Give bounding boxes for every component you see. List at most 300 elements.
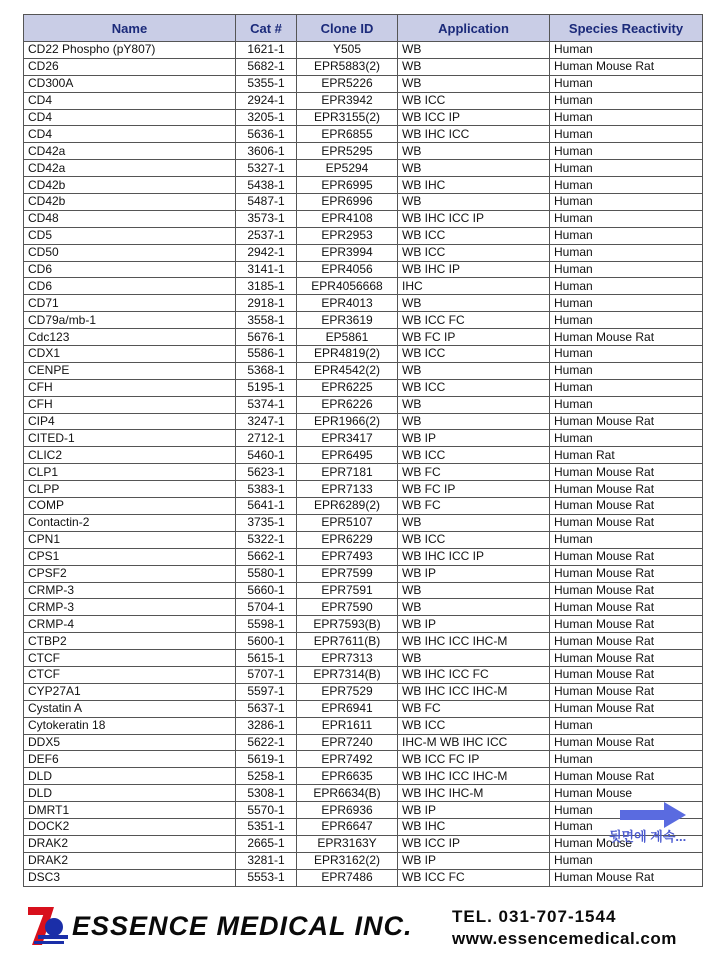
cell-app: WB IHC ICC IHC-M xyxy=(398,683,550,700)
cell-name: CD4 xyxy=(24,92,236,109)
cell-cat: 3141-1 xyxy=(236,261,297,278)
cell-app: WB IHC ICC IHC-M xyxy=(398,633,550,650)
table-row xyxy=(24,818,703,835)
header-cat: Cat # xyxy=(236,15,297,42)
cell-species: Human xyxy=(550,802,703,819)
table-row xyxy=(24,531,703,548)
cell-species: Human Mouse Rat xyxy=(550,565,703,582)
cell-cat: 5623-1 xyxy=(236,464,297,481)
cell-cat: 5553-1 xyxy=(236,869,297,886)
cell-app: WB ICC xyxy=(398,447,550,464)
table-row xyxy=(24,143,703,160)
table-row xyxy=(24,312,703,329)
table-row xyxy=(24,633,703,650)
cell-app: WB xyxy=(398,160,550,177)
cell-name: CLIC2 xyxy=(24,447,236,464)
table-row xyxy=(24,346,703,363)
cell-clone: EPR4542(2) xyxy=(297,362,398,379)
cell-clone: EPR6855 xyxy=(297,126,398,143)
table-row xyxy=(24,835,703,852)
cell-species: Human Mouse Rat xyxy=(550,700,703,717)
table-row xyxy=(24,869,703,886)
cell-cat: 5580-1 xyxy=(236,565,297,582)
table-row xyxy=(24,852,703,869)
cell-cat: 5597-1 xyxy=(236,683,297,700)
cell-app: WB IHC ICC IHC-M xyxy=(398,768,550,785)
cell-cat: 1621-1 xyxy=(236,42,297,59)
cell-name: CD79a/mb-1 xyxy=(24,312,236,329)
cell-clone: EPR7529 xyxy=(297,683,398,700)
cell-cat: 5637-1 xyxy=(236,700,297,717)
cell-name: CD48 xyxy=(24,210,236,227)
cell-app: WB xyxy=(398,194,550,211)
cell-name: CD4 xyxy=(24,126,236,143)
cell-clone: EPR6229 xyxy=(297,531,398,548)
table-row xyxy=(24,396,703,413)
table-row xyxy=(24,58,703,75)
cell-app: WB xyxy=(398,58,550,75)
cell-app: WB IHC xyxy=(398,818,550,835)
cell-name: DLD xyxy=(24,785,236,802)
cell-clone: EPR6647 xyxy=(297,818,398,835)
table-body xyxy=(24,42,703,887)
cell-cat: 5676-1 xyxy=(236,329,297,346)
cell-name: CPSF2 xyxy=(24,565,236,582)
cell-clone: EPR6225 xyxy=(297,379,398,396)
cell-clone: EPR7493 xyxy=(297,548,398,565)
cell-cat: 5327-1 xyxy=(236,160,297,177)
cell-name: CD42b xyxy=(24,194,236,211)
antibody-table xyxy=(23,14,703,887)
cell-cat: 5682-1 xyxy=(236,58,297,75)
table-row xyxy=(24,413,703,430)
table-row xyxy=(24,802,703,819)
cell-clone: Y505 xyxy=(297,42,398,59)
cell-name: DEF6 xyxy=(24,751,236,768)
table-row xyxy=(24,109,703,126)
table-row xyxy=(24,126,703,143)
cell-name: CLPP xyxy=(24,481,236,498)
cell-cat: 5351-1 xyxy=(236,818,297,835)
table-row xyxy=(24,734,703,751)
cell-cat: 3606-1 xyxy=(236,143,297,160)
telephone: TEL. 031-707-1544 xyxy=(452,907,617,926)
cell-name: CRMP-3 xyxy=(24,599,236,616)
cell-species: Human Mouse Rat xyxy=(550,58,703,75)
cell-clone: EPR6226 xyxy=(297,396,398,413)
cell-clone: EPR7240 xyxy=(297,734,398,751)
cell-clone: EPR6635 xyxy=(297,768,398,785)
table-row xyxy=(24,548,703,565)
cell-species: Human xyxy=(550,92,703,109)
cell-clone: EPR7593(B) xyxy=(297,616,398,633)
cell-app: WB xyxy=(398,582,550,599)
cell-species: Human Mouse Rat xyxy=(550,514,703,531)
cell-cat: 5322-1 xyxy=(236,531,297,548)
continued-on-back-note: 뒷면에 계속... xyxy=(609,829,687,844)
cell-clone: EPR3163Y xyxy=(297,835,398,852)
cell-clone: EPR6289(2) xyxy=(297,498,398,515)
table-row xyxy=(24,565,703,582)
cell-cat: 5586-1 xyxy=(236,346,297,363)
cell-species: Human xyxy=(550,194,703,211)
cell-app: WB FC IP xyxy=(398,481,550,498)
cell-name: DOCK2 xyxy=(24,818,236,835)
cell-cat: 3286-1 xyxy=(236,717,297,734)
table-row xyxy=(24,194,703,211)
cell-cat: 5660-1 xyxy=(236,582,297,599)
cell-species: Human Mouse Rat xyxy=(550,498,703,515)
header-application: Application xyxy=(398,15,550,42)
cell-species: Human Rat xyxy=(550,447,703,464)
cell-app: WB ICC xyxy=(398,717,550,734)
cell-species: Human Mouse Rat xyxy=(550,464,703,481)
header-species-reactivity: Species Reactivity xyxy=(550,15,703,42)
cell-app: WB ICC IP xyxy=(398,109,550,126)
cell-clone: EPR7133 xyxy=(297,481,398,498)
cell-clone: EPR4056668 xyxy=(297,278,398,295)
cell-clone: EPR7181 xyxy=(297,464,398,481)
cell-name: Contactin-2 xyxy=(24,514,236,531)
cell-cat: 5598-1 xyxy=(236,616,297,633)
table-row xyxy=(24,379,703,396)
cell-app: WB IP xyxy=(398,616,550,633)
header-clone-id: Clone ID xyxy=(297,15,398,42)
cell-species: Human Mouse Rat xyxy=(550,666,703,683)
table-row xyxy=(24,430,703,447)
cell-app: WB IP xyxy=(398,852,550,869)
cell-app: WB IP xyxy=(398,430,550,447)
cell-app: WB xyxy=(398,650,550,667)
cell-app: WB ICC xyxy=(398,92,550,109)
cell-name: CRMP-4 xyxy=(24,616,236,633)
table-row xyxy=(24,751,703,768)
table-row xyxy=(24,785,703,802)
cell-cat: 5487-1 xyxy=(236,194,297,211)
cell-name: CTCF xyxy=(24,666,236,683)
cell-app: WB IP xyxy=(398,565,550,582)
cell-app: WB FC xyxy=(398,700,550,717)
cell-app: WB ICC xyxy=(398,227,550,244)
cell-name: CD42a xyxy=(24,143,236,160)
cell-species: Human xyxy=(550,751,703,768)
cell-cat: 5662-1 xyxy=(236,548,297,565)
table-row xyxy=(24,514,703,531)
cell-clone: EPR3994 xyxy=(297,244,398,261)
cell-cat: 3247-1 xyxy=(236,413,297,430)
cell-species: Human Mouse Rat xyxy=(550,650,703,667)
cell-name: CD42a xyxy=(24,160,236,177)
company-name: ESSENCE MEDICAL INC. xyxy=(72,911,413,941)
table-row xyxy=(24,683,703,700)
cell-cat: 5460-1 xyxy=(236,447,297,464)
cell-clone: EPR6941 xyxy=(297,700,398,717)
footer xyxy=(0,895,720,960)
cell-clone: EPR7599 xyxy=(297,565,398,582)
cell-cat: 2942-1 xyxy=(236,244,297,261)
cell-name: CYP27A1 xyxy=(24,683,236,700)
cell-species: Human Mouse Rat xyxy=(550,734,703,751)
cell-name: CRMP-3 xyxy=(24,582,236,599)
cell-clone: EPR7492 xyxy=(297,751,398,768)
cell-name: CLP1 xyxy=(24,464,236,481)
cell-name: Cystatin A xyxy=(24,700,236,717)
cell-name: DSC3 xyxy=(24,869,236,886)
cell-cat: 2918-1 xyxy=(236,295,297,312)
table-row xyxy=(24,329,703,346)
cell-name: CDX1 xyxy=(24,346,236,363)
cell-app: IHC xyxy=(398,278,550,295)
cell-species: Human xyxy=(550,295,703,312)
cell-app: WB xyxy=(398,413,550,430)
cell-app: WB ICC IP xyxy=(398,835,550,852)
cell-name: CD22 Phospho (pY807) xyxy=(24,42,236,59)
cell-cat: 3185-1 xyxy=(236,278,297,295)
cell-clone: EPR7313 xyxy=(297,650,398,667)
table-row xyxy=(24,768,703,785)
cell-app: WB ICC FC IP xyxy=(398,751,550,768)
cell-name: CD6 xyxy=(24,261,236,278)
cell-app: WB ICC xyxy=(398,531,550,548)
cell-app: WB ICC xyxy=(398,244,550,261)
cell-clone: EP5861 xyxy=(297,329,398,346)
cell-species: Human Mouse Rat xyxy=(550,599,703,616)
table-row xyxy=(24,244,703,261)
cell-clone: EPR6936 xyxy=(297,802,398,819)
cell-clone: EPR4819(2) xyxy=(297,346,398,363)
cell-app: WB xyxy=(398,42,550,59)
header-name: Name xyxy=(24,15,236,42)
cell-cat: 5704-1 xyxy=(236,599,297,616)
cell-app: WB FC xyxy=(398,464,550,481)
cell-cat: 5374-1 xyxy=(236,396,297,413)
cell-species: Human xyxy=(550,42,703,59)
cell-app: WB IHC xyxy=(398,177,550,194)
cell-species: Human xyxy=(550,227,703,244)
cell-name: CD42b xyxy=(24,177,236,194)
cell-app: WB IHC ICC IP xyxy=(398,210,550,227)
cell-name: CFH xyxy=(24,396,236,413)
table-row xyxy=(24,650,703,667)
cell-name: CD26 xyxy=(24,58,236,75)
cell-app: WB ICC FC xyxy=(398,869,550,886)
cell-name: CFH xyxy=(24,379,236,396)
cell-clone: EPR3155(2) xyxy=(297,109,398,126)
cell-cat: 5195-1 xyxy=(236,379,297,396)
table-row xyxy=(24,582,703,599)
cell-species: Human xyxy=(550,244,703,261)
table-row xyxy=(24,210,703,227)
cell-clone: EPR7590 xyxy=(297,599,398,616)
cell-clone: EPR4013 xyxy=(297,295,398,312)
cell-clone: EPR4056 xyxy=(297,261,398,278)
cell-name: DDX5 xyxy=(24,734,236,751)
cell-clone: EPR5226 xyxy=(297,75,398,92)
cell-species: Human xyxy=(550,818,703,835)
cell-name: CD4 xyxy=(24,109,236,126)
cell-species: Human Mouse xyxy=(550,785,703,802)
cell-cat: 2537-1 xyxy=(236,227,297,244)
table-row xyxy=(24,177,703,194)
cell-app: WB xyxy=(398,75,550,92)
cell-species: Human xyxy=(550,531,703,548)
cell-species: Human Mouse Rat xyxy=(550,481,703,498)
cell-species: Human Mouse Rat xyxy=(550,633,703,650)
cell-cat: 3281-1 xyxy=(236,852,297,869)
cell-clone: EPR3162(2) xyxy=(297,852,398,869)
table-row xyxy=(24,616,703,633)
table-row xyxy=(24,362,703,379)
cell-name: CD50 xyxy=(24,244,236,261)
cell-name: CENPE xyxy=(24,362,236,379)
cell-name: CD71 xyxy=(24,295,236,312)
cell-app: IHC-M WB IHC ICC xyxy=(398,734,550,751)
cell-app: WB xyxy=(398,514,550,531)
cell-clone: EPR3619 xyxy=(297,312,398,329)
table-row xyxy=(24,160,703,177)
cell-name: CD300A xyxy=(24,75,236,92)
table-row xyxy=(24,481,703,498)
cell-name: CPN1 xyxy=(24,531,236,548)
cell-cat: 2665-1 xyxy=(236,835,297,852)
table-row xyxy=(24,42,703,59)
cell-species: Human Mouse Rat xyxy=(550,683,703,700)
cell-species: Human Mouse Rat xyxy=(550,548,703,565)
table-row xyxy=(24,700,703,717)
cell-cat: 5615-1 xyxy=(236,650,297,667)
cell-species: Human xyxy=(550,346,703,363)
cell-name: CIP4 xyxy=(24,413,236,430)
cell-name: DRAK2 xyxy=(24,835,236,852)
cell-clone: EPR6996 xyxy=(297,194,398,211)
cell-clone: EPR6634(B) xyxy=(297,785,398,802)
cell-clone: EPR2953 xyxy=(297,227,398,244)
cell-clone: EPR6995 xyxy=(297,177,398,194)
cell-app: WB xyxy=(398,362,550,379)
cell-name: CTCF xyxy=(24,650,236,667)
cell-species: Human xyxy=(550,396,703,413)
cell-app: WB xyxy=(398,396,550,413)
cell-app: WB IP xyxy=(398,802,550,819)
cell-species: Human Mouse Rat xyxy=(550,582,703,599)
cell-app: WB IHC IP xyxy=(398,261,550,278)
cell-cat: 5368-1 xyxy=(236,362,297,379)
cell-clone: EPR5107 xyxy=(297,514,398,531)
cell-clone: EP5294 xyxy=(297,160,398,177)
cell-name: CD6 xyxy=(24,278,236,295)
cell-app: WB FC xyxy=(398,498,550,515)
cell-name: Cdc123 xyxy=(24,329,236,346)
table-row xyxy=(24,295,703,312)
cell-cat: 3573-1 xyxy=(236,210,297,227)
cell-species: Human Mouse Rat xyxy=(550,329,703,346)
cell-species: Human xyxy=(550,75,703,92)
cell-species: Human Mouse Rat xyxy=(550,616,703,633)
cell-clone: EPR4108 xyxy=(297,210,398,227)
cell-cat: 5600-1 xyxy=(236,633,297,650)
table-row xyxy=(24,261,703,278)
cell-name: CITED-1 xyxy=(24,430,236,447)
cell-clone: EPR5883(2) xyxy=(297,58,398,75)
cell-species: Human xyxy=(550,109,703,126)
cell-cat: 2712-1 xyxy=(236,430,297,447)
table-header-row xyxy=(24,15,703,42)
cell-cat: 3205-1 xyxy=(236,109,297,126)
cell-species: Human xyxy=(550,261,703,278)
cell-cat: 5622-1 xyxy=(236,734,297,751)
cell-clone: EPR7591 xyxy=(297,582,398,599)
cell-clone: EPR3417 xyxy=(297,430,398,447)
cell-species: Human Mouse Rat xyxy=(550,768,703,785)
cell-clone: EPR7486 xyxy=(297,869,398,886)
cell-name: Cytokeratin 18 xyxy=(24,717,236,734)
table-row xyxy=(24,599,703,616)
cell-species: Human xyxy=(550,717,703,734)
cell-clone: EPR3942 xyxy=(297,92,398,109)
cell-cat: 5308-1 xyxy=(236,785,297,802)
cell-species: Human xyxy=(550,852,703,869)
cell-name: CTBP2 xyxy=(24,633,236,650)
cell-clone: EPR7611(B) xyxy=(297,633,398,650)
cell-app: WB ICC xyxy=(398,346,550,363)
cell-species: Human xyxy=(550,160,703,177)
table-row xyxy=(24,75,703,92)
table-row xyxy=(24,666,703,683)
cell-species: Human xyxy=(550,143,703,160)
cell-cat: 5355-1 xyxy=(236,75,297,92)
arrow-right-icon xyxy=(620,801,686,829)
cell-app: WB IHC ICC xyxy=(398,126,550,143)
table-row xyxy=(24,278,703,295)
cell-app: WB IHC ICC IP xyxy=(398,548,550,565)
cell-species: Human xyxy=(550,430,703,447)
table-row xyxy=(24,227,703,244)
cell-cat: 5438-1 xyxy=(236,177,297,194)
cell-clone: EPR1966(2) xyxy=(297,413,398,430)
cell-species: Human Mouse xyxy=(550,835,703,852)
cell-app: WB IHC IHC-M xyxy=(398,785,550,802)
cell-cat: 3735-1 xyxy=(236,514,297,531)
cell-name: DLD xyxy=(24,768,236,785)
cell-species: Human xyxy=(550,126,703,143)
cell-app: WB xyxy=(398,295,550,312)
cell-species: Human Mouse Rat xyxy=(550,869,703,886)
cell-app: WB xyxy=(398,599,550,616)
table-row xyxy=(24,498,703,515)
cell-cat: 5383-1 xyxy=(236,481,297,498)
cell-cat: 5619-1 xyxy=(236,751,297,768)
cell-name: DRAK2 xyxy=(24,852,236,869)
cell-species: Human Mouse Rat xyxy=(550,413,703,430)
table-row xyxy=(24,464,703,481)
cell-cat: 2924-1 xyxy=(236,92,297,109)
cell-species: Human xyxy=(550,379,703,396)
cell-species: Human xyxy=(550,177,703,194)
table-row xyxy=(24,717,703,734)
company-logo-icon xyxy=(24,901,70,951)
cell-clone: EPR7314(B) xyxy=(297,666,398,683)
cell-cat: 5258-1 xyxy=(236,768,297,785)
cell-app: WB FC IP xyxy=(398,329,550,346)
cell-species: Human xyxy=(550,278,703,295)
table-row xyxy=(24,447,703,464)
cell-cat: 5570-1 xyxy=(236,802,297,819)
cell-app: WB xyxy=(398,143,550,160)
cell-name: COMP xyxy=(24,498,236,515)
cell-clone: EPR5295 xyxy=(297,143,398,160)
cell-app: WB ICC FC xyxy=(398,312,550,329)
cell-cat: 3558-1 xyxy=(236,312,297,329)
